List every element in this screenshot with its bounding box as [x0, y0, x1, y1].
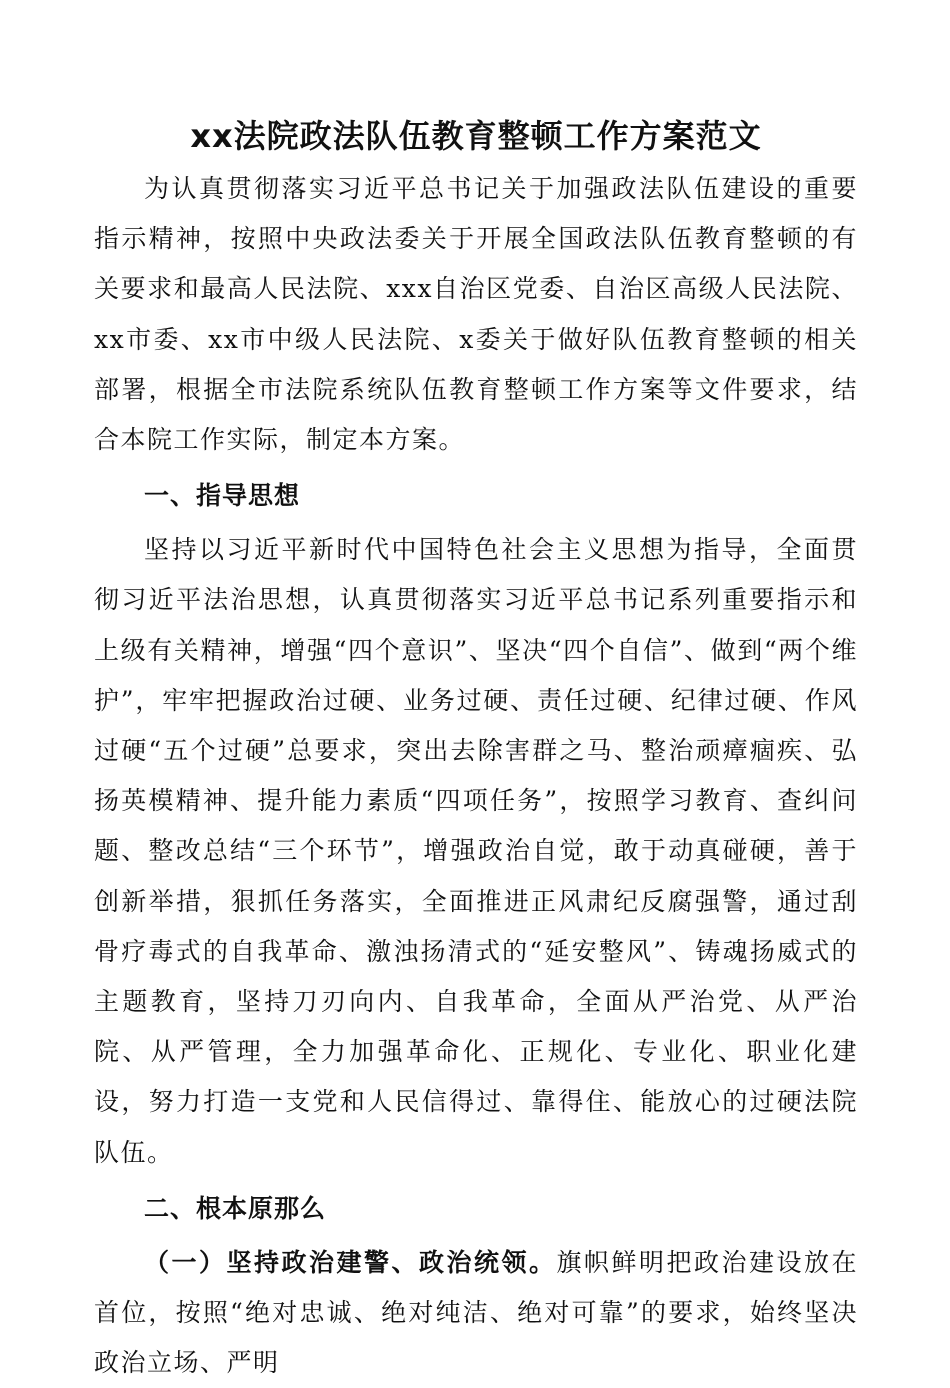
intro-paragraph: 为认真贯彻落实习近平总书记关于加强政法队伍建设的重要指示精神，按照中央政法委关于开展全国政法队伍教育整顿的有关要求和最高人民法院、xxx自治区党委、自治区高级人民法院、xx市委、xx市中级人民法院、x委关于做好队伍教育整顿的相关部署，根据全市法院系统队伍教育整顿工作方案等文件要求，结合本院工作实际，制定本方案。 [94, 174, 858, 455]
principle-item-1 [94, 1238, 858, 1388]
guiding-thought-paragraph: 坚持以习近平新时代中国特色社会主义思想为指导，全面贯彻习近平法治思想，认真贯彻落实习近平总书记系列重要指示和上级有关精神，增强“四个意识”、坚决“四个自信”、做到“两个维护”，牢牢把握政治过硬、业务过硬、责任过硬、纪律过硬、作风过硬“五个过硬”总要求，突出去除害群之马、整治顽瘴痼疾、弘扬英模精神、提升能力素质“四项任务”，按照学习教育、查纠问题、整改总结“三个环节”，增强政治自觉，敢于动真碰硬，善于创新举措，狠抓任务落实，全面推进正风肃纪反腐强警，通过刮骨疗毒式的自我革命、激浊扬清式的“延安整风”、铸魂扬威式的主题教育，坚持刀刃向内、自我革命，全面从严治党、从严治院、从严管理，全力加强革命化、正规化、专业化、职业化建设，努力打造一支党和人民信得过、靠得住、能放心的过硬法院队伍。 [94, 535, 858, 1167]
section-heading-guiding-thought: 一、指导思想 [144, 481, 301, 511]
document-title: xx法院政法队伍教育整顿工作方案范文 [190, 117, 762, 155]
principle-item-1-body: 旗帜鲜明把政治建设放在首位，按照“绝对忠诚、绝对纯洁、绝对可靠”的要求，始终坚决政治立场、严明 [94, 1247, 858, 1378]
principle-item-1-lead: （一）坚持政治建警、政治统领。 [144, 1247, 557, 1277]
section-heading-basic-principles: 二、根本原那么 [144, 1193, 327, 1223]
